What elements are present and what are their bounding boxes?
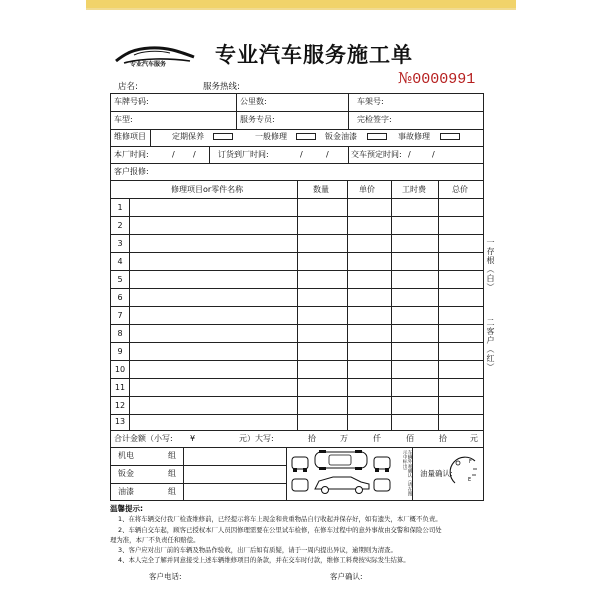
col-qty: 数量 bbox=[313, 185, 329, 194]
arrive-sep-2: / bbox=[193, 150, 196, 159]
row-number: 9 bbox=[117, 347, 123, 356]
col-total: 总价 bbox=[452, 185, 468, 194]
unit-label: 万 bbox=[340, 434, 348, 443]
deliver-sep-2: / bbox=[432, 150, 435, 159]
row-number: 5 bbox=[117, 275, 123, 284]
copy-label-customer: 二客户（红） bbox=[486, 318, 495, 372]
deliver-sep-1: / bbox=[408, 150, 411, 159]
option-paint: 钣金油漆 bbox=[325, 132, 357, 141]
row-number: 8 bbox=[117, 329, 123, 338]
notes-line-4: 3、客户应对出厂前的车辆及物品作验收，出厂后如有质疑，请于一周内提出异议，逾期则为清查。 bbox=[118, 546, 397, 554]
col-item-name: 修理项目or零件名称 bbox=[171, 185, 244, 194]
team-electrical-suffix: 组 bbox=[168, 451, 176, 460]
total-upper-label: 元）大写: bbox=[239, 434, 274, 443]
deliver-label: 交车预定时间: bbox=[351, 150, 402, 159]
parts-sep-2: / bbox=[326, 150, 329, 159]
inspect-label: 完检签字: bbox=[357, 115, 392, 124]
row-number: 12 bbox=[114, 401, 126, 410]
row-number: 7 bbox=[117, 311, 123, 320]
notes-line-1: 1、在将车辆交付我厂检查维修前，已经提示将车上现金和贵重物品自行收起并保存好，如有遗失，本厂概不负责。 bbox=[118, 515, 442, 523]
team-sheetmetal: 钣金 bbox=[118, 469, 134, 478]
team-paint-suffix: 组 bbox=[168, 487, 176, 496]
fuel-label: 油量确认: bbox=[420, 469, 453, 478]
checkbox-paint[interactable] bbox=[367, 133, 387, 140]
team-electrical: 机电 bbox=[118, 451, 134, 460]
frame-label: 车架号: bbox=[357, 97, 384, 106]
svg-text:E: E bbox=[468, 477, 472, 483]
col-unit-price: 单价 bbox=[359, 185, 375, 194]
serial-number bbox=[398, 68, 475, 88]
fuel-gauge-icon[interactable] bbox=[450, 453, 480, 493]
notes-line-3: 理为准，本厂不负责任和赔偿。 bbox=[110, 536, 200, 544]
option-general-repair: 一般修理 bbox=[255, 132, 287, 141]
row-number: 1 bbox=[117, 203, 123, 212]
unit-label: 元 bbox=[470, 434, 478, 443]
total-label: 合计金额（小写: bbox=[114, 434, 173, 443]
logo-text: 专业汽车服务 bbox=[130, 61, 167, 68]
checkbox-general-repair[interactable] bbox=[296, 133, 316, 140]
top-yellow-strip bbox=[86, 0, 516, 8]
checkbox-accident[interactable] bbox=[440, 133, 460, 140]
unit-label: 拾 bbox=[439, 434, 447, 443]
hotline-label: 服务热线: bbox=[203, 82, 240, 92]
customer-phone-label: 客户电话: bbox=[149, 572, 182, 581]
repair-type-label: 维修项目 bbox=[114, 132, 146, 141]
customer-confirm-label: 客户确认: bbox=[330, 572, 363, 581]
serial-value: 0000991 bbox=[412, 71, 476, 88]
currency-symbol: ¥ bbox=[190, 434, 196, 443]
notes-line-2: 2、车辆自交车起，顾客已授权本厂人员因修理需要在公里试车检修，在修车过程中的意外事故由交警和保险公司处 bbox=[118, 526, 442, 534]
row-number: 3 bbox=[117, 239, 123, 248]
parts-label: 订货到厂时间: bbox=[218, 150, 269, 159]
notes-line-5: 4、本人完全了解并同意接受上述车辆维修项目的条款，并在交车时付款，维修工料费按实际发生结算。 bbox=[118, 556, 410, 564]
svg-text:F: F bbox=[469, 459, 472, 465]
row-number: 11 bbox=[114, 383, 126, 392]
row-number: 13 bbox=[114, 417, 126, 426]
checkbox-maintenance[interactable] bbox=[213, 133, 233, 140]
row-number: 2 bbox=[117, 221, 123, 230]
parts-sep-1: / bbox=[300, 150, 303, 159]
car-diagram-icon[interactable] bbox=[289, 449, 393, 499]
unit-label: 拾 bbox=[308, 434, 316, 443]
arrive-sep-1: / bbox=[172, 150, 175, 159]
car-inspection-note: 车辆外观确认（请在图示中标出） bbox=[402, 450, 412, 496]
km-label: 公里数: bbox=[240, 97, 267, 106]
row-number: 10 bbox=[114, 365, 126, 374]
plate-label: 车牌号码: bbox=[114, 97, 149, 106]
page-title: 专业汽车服务施工单 bbox=[215, 42, 413, 67]
copy-label-stub: 一存根（白） bbox=[486, 238, 495, 292]
complaint-label: 客户报修: bbox=[114, 167, 149, 176]
row-number: 4 bbox=[117, 257, 123, 266]
notes-title: 温馨提示: bbox=[110, 504, 143, 513]
row-number: 6 bbox=[117, 293, 123, 302]
serial-prefix: № bbox=[398, 69, 413, 87]
team-paint: 油漆 bbox=[118, 487, 134, 496]
team-sheetmetal-suffix: 组 bbox=[168, 469, 176, 478]
unit-label: 仟 bbox=[373, 434, 381, 443]
advisor-label: 服务专员: bbox=[240, 115, 275, 124]
unit-label: 佰 bbox=[406, 434, 414, 443]
model-label: 车型: bbox=[114, 115, 133, 124]
shop-name-label: 店名: bbox=[118, 82, 138, 92]
col-labor: 工时费 bbox=[402, 185, 426, 194]
option-maintenance: 定期保养 bbox=[172, 132, 204, 141]
option-accident: 事故修理 bbox=[398, 132, 430, 141]
arrive-label: 本厂时间: bbox=[114, 150, 149, 159]
